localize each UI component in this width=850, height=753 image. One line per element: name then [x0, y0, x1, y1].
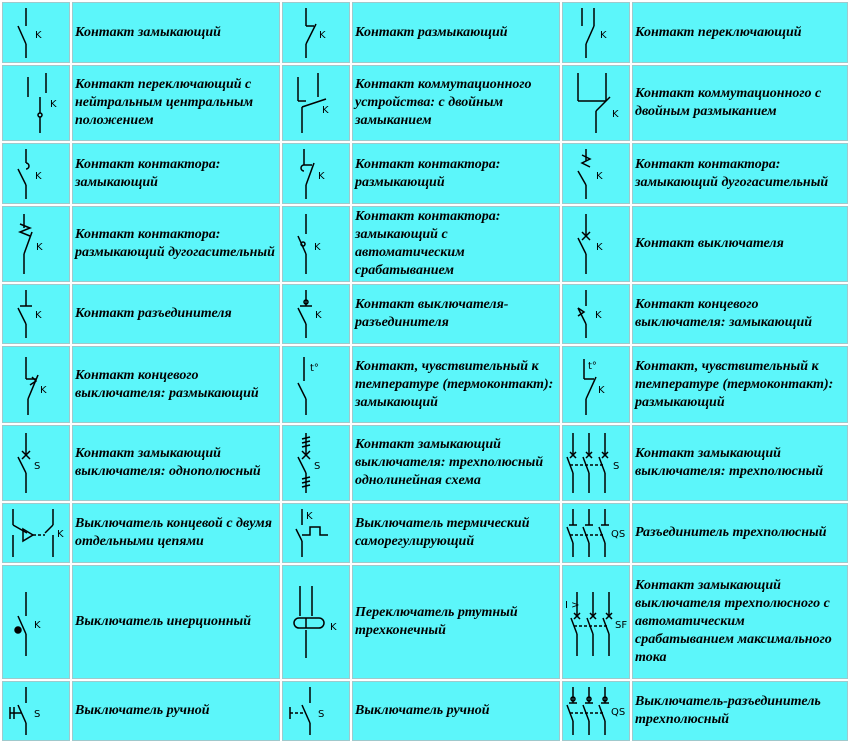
symbol-label: Контакт концевого выключателя: замыкающий: [632, 284, 848, 344]
thermal-make-icon: [286, 349, 346, 421]
symbol-cell: [282, 143, 350, 204]
symbol-cell: [2, 565, 70, 679]
symbol-label: Переключатель ртутный трехконечный: [352, 565, 560, 679]
svg-text:K: K: [600, 29, 607, 41]
symbol-cell: [282, 65, 350, 141]
symbol-cell: [282, 284, 350, 344]
table-row: [2, 425, 848, 501]
svg-text:QS: QS: [611, 529, 626, 540]
contact-make-icon: [6, 4, 66, 62]
symbol-cell: [562, 346, 630, 423]
contact-break-icon: [286, 4, 346, 62]
svg-text:t°: t°: [310, 362, 319, 374]
symbol-cell: [2, 425, 70, 501]
symbol-label: Контакт, чувствительный к температуре (термоконтакт): размыкающий: [632, 346, 848, 423]
svg-text:K: K: [612, 109, 619, 120]
table-row: [2, 565, 848, 679]
symbol-cell: [562, 2, 630, 63]
disconnector-contact-icon: [6, 286, 66, 342]
symbol-label: Выключатель концевой с двумя отдельными цепями: [72, 503, 280, 563]
symbol-cell: [282, 346, 350, 423]
contactor-auto-trip-icon: [286, 208, 346, 280]
symbol-label: Контакт замыкающий выключателя: трехполюсный: [632, 425, 848, 501]
svg-text:K: K: [306, 511, 313, 522]
svg-text:S: S: [34, 709, 41, 720]
svg-text:S: S: [34, 461, 41, 472]
switch-single-pole-icon: [6, 427, 66, 499]
symbol-label: Контакт переключающий: [632, 2, 848, 63]
symbol-cell: [282, 425, 350, 501]
symbol-label: Контакт размыкающий: [352, 2, 560, 63]
symbol-cell: [2, 346, 70, 423]
svg-text:K: K: [596, 242, 603, 253]
svg-text:K: K: [35, 310, 42, 321]
symbol-label: Контакт контактора: размыкающий дугогасительный: [72, 206, 280, 282]
svg-text:K: K: [36, 242, 43, 253]
limit-switch-make-icon: [566, 286, 626, 342]
svg-text:S: S: [613, 461, 620, 472]
symbol-label: Контакт замыкающий выключателя: трехполюсный однолинейная схема: [352, 425, 560, 501]
contactor-break-arc-icon: [6, 208, 66, 280]
table-row: [2, 284, 848, 344]
symbol-cell: [562, 503, 630, 563]
symbol-cell: [2, 2, 70, 63]
symbol-label: Выключатель-разъединитель трехполюсный: [632, 681, 848, 741]
symbol-cell: [2, 206, 70, 282]
svg-text:K: K: [34, 620, 41, 631]
symbol-label: Разъединитель трехполюсный: [632, 503, 848, 563]
symbol-label: Контакт контактора: замыкающий: [72, 143, 280, 204]
svg-text:SF: SF: [615, 620, 628, 631]
svg-text:I >: I >: [565, 600, 580, 611]
inertia-switch-icon: [6, 572, 66, 672]
manual-switch-dashed-icon: [286, 683, 346, 739]
svg-text:K: K: [595, 310, 602, 321]
switch-disconnector-icon: [286, 286, 346, 342]
breaker-three-pole-overcurrent-icon: [565, 572, 629, 672]
table-row: [2, 681, 848, 741]
symbol-label: Контакт контактора: замыкающий с автоматическим срабатыванием: [352, 206, 560, 282]
contactor-break-icon: [286, 145, 346, 203]
symbol-label: Контакт контактора: размыкающий: [352, 143, 560, 204]
svg-text:K: K: [598, 384, 605, 396]
symbol-label: Выключатель инерционный: [72, 565, 280, 679]
symbol-cell: [2, 143, 70, 204]
svg-text:t°: t°: [588, 360, 597, 372]
symbol-cell: [562, 284, 630, 344]
svg-text:K: K: [315, 310, 322, 321]
symbol-cell: [282, 206, 350, 282]
symbol-cell: [282, 2, 350, 63]
svg-text:K: K: [50, 99, 57, 110]
symbol-label: Выключатель термический саморегулирующий: [352, 503, 560, 563]
svg-text:S: S: [314, 461, 321, 472]
symbol-cell: [2, 503, 70, 563]
contact-changeover-icon: [566, 4, 626, 62]
switch-disconnector-three-pole-icon: [565, 683, 629, 739]
symbol-label: Контакт коммутационного с двойным размыканием: [632, 65, 848, 141]
symbol-cell: [282, 503, 350, 563]
symbol-cell: [562, 143, 630, 204]
svg-text:S: S: [318, 709, 325, 720]
svg-text:K: K: [319, 29, 326, 41]
symbol-label: Контакт замыкающий: [72, 2, 280, 63]
symbol-label: Контакт выключателя: [632, 206, 848, 282]
symbol-label: Контакт выключателя-разъединителя: [352, 284, 560, 344]
svg-text:K: K: [330, 622, 337, 633]
symbol-label: Контакт переключающий с нейтральным центральным положением: [72, 65, 280, 141]
mercury-switch-icon: [286, 572, 346, 672]
symbol-cell: [2, 65, 70, 141]
symbol-label: Выключатель ручной: [352, 681, 560, 741]
symbol-label: Контакт коммутационного устройства: с двойным замыканием: [352, 65, 560, 141]
symbol-cell: [562, 565, 630, 679]
symbol-cell: [562, 425, 630, 501]
svg-text:K: K: [57, 529, 64, 540]
table-row: [2, 503, 848, 563]
thermal-break-icon: [566, 349, 626, 421]
symbol-cell: [282, 565, 350, 679]
symbol-cell: [2, 284, 70, 344]
svg-text:K: K: [35, 29, 42, 41]
switch-three-pole-icon: [565, 427, 629, 499]
breaker-contact-icon: [566, 208, 626, 280]
manual-switch-icon: [6, 683, 66, 739]
limit-switch-break-icon: [6, 349, 66, 421]
symbol-label: Контакт, чувствительный к температуре (термоконтакт): замыкающий: [352, 346, 560, 423]
symbol-label: Контакт замыкающий выключателя трехполюсного с автоматическим срабатыванием максимального тока: [632, 565, 848, 679]
symbol-label: Контакт контактора: замыкающий дугогасительный: [632, 143, 848, 204]
svg-text:K: K: [596, 170, 603, 182]
limit-switch-two-circuits-icon: [5, 505, 69, 561]
svg-text:QS: QS: [611, 707, 626, 718]
symbol-cell: [562, 206, 630, 282]
svg-text:K: K: [314, 242, 321, 253]
symbol-cell: [562, 681, 630, 741]
symbol-label: Выключатель ручной: [72, 681, 280, 741]
contactor-make-icon: [6, 145, 66, 203]
contactor-make-arc-icon: [566, 145, 626, 203]
switch-three-pole-single-line-icon: [286, 427, 346, 499]
table-row: [2, 2, 848, 63]
svg-text:K: K: [40, 384, 47, 396]
svg-text:K: K: [322, 105, 329, 116]
symbol-label: Контакт разъединителя: [72, 284, 280, 344]
table-row: [2, 143, 848, 204]
symbol-cell: [562, 65, 630, 141]
disconnector-three-pole-icon: [565, 505, 629, 561]
contact-double-make-icon: [286, 67, 346, 139]
contact-changeover-neutral-icon: [6, 67, 66, 139]
table-row: [2, 65, 848, 141]
table-row: [2, 206, 848, 282]
symbol-cell: [2, 681, 70, 741]
symbol-label: Контакт концевого выключателя: размыкающий: [72, 346, 280, 423]
symbol-label: Контакт замыкающий выключателя: однополюсный: [72, 425, 280, 501]
svg-text:K: K: [35, 170, 42, 182]
contact-double-break-icon: [566, 67, 626, 139]
svg-text:K: K: [318, 170, 325, 182]
table-row: [2, 346, 848, 423]
thermal-self-regulating-icon: [286, 505, 346, 561]
symbol-cell: [282, 681, 350, 741]
